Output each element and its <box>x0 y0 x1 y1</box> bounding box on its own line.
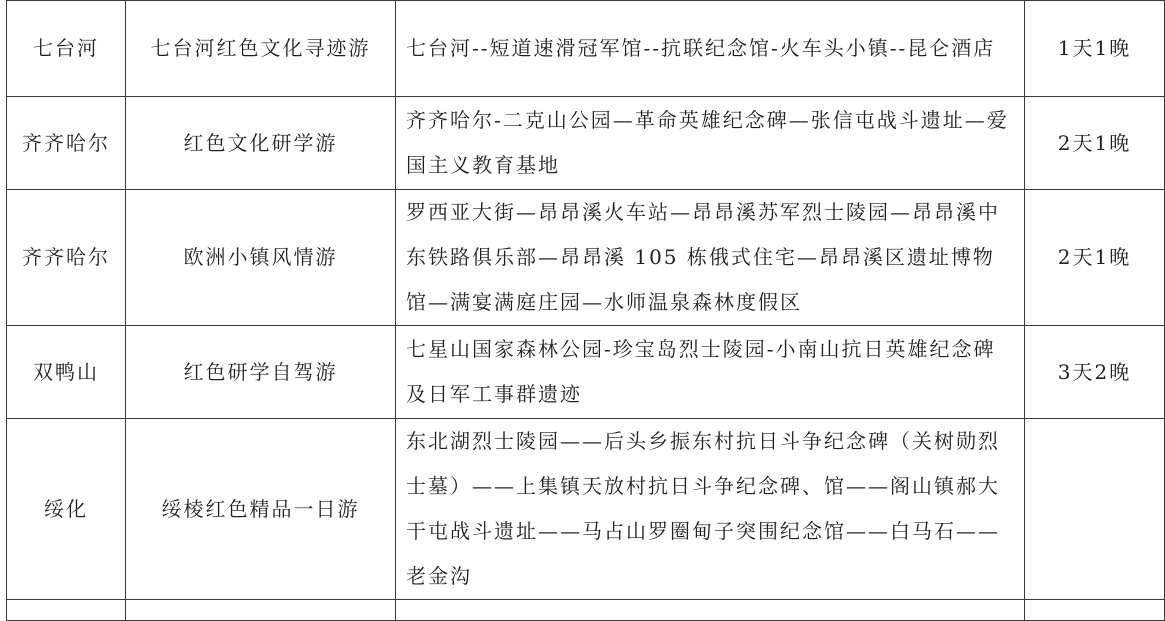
table-row <box>7 97 1165 190</box>
table-row <box>7 1 1165 97</box>
city-cell: 绥化 <box>7 419 126 600</box>
route-name-cell: 绥棱红色精品一日游 <box>126 419 396 600</box>
route-name-cell: 红色文化研学游 <box>126 97 396 190</box>
route-name-cell: 欧洲小镇风情游 <box>126 190 396 326</box>
itinerary-cell: 七台河--短道速滑冠军馆--抗联纪念馆-火车头小镇--昆仑酒店 <box>396 1 1025 97</box>
duration-cell: 2天1晚 <box>1025 97 1165 190</box>
itinerary-cell: 齐齐哈尔-二克山公园—革命英雄纪念碑—张信屯战斗遗址—爱国主义教育基地 <box>396 97 1025 190</box>
itinerary-cell: 东北湖烈士陵园——后头乡振东村抗日斗争纪念碑（关树勋烈士墓）——上集镇天放村抗日斗争纪念碑、馆——阁山镇郝大干屯战斗遗址——马占山罗圈甸子突围纪念馆——白马石——老金沟 <box>396 419 1025 600</box>
itinerary-cell: 罗西亚大街—昂昂溪火车站—昂昂溪苏军烈士陵园—昂昂溪中东铁路俱乐部—昂昂溪 105 栋俄式住宅—昂昂溪区遗址博物馆—满宴满庭庄园—水师温泉森林度假区 <box>396 190 1025 326</box>
duration-cell: 2天1晚 <box>1025 190 1165 326</box>
tour-route-table <box>6 0 1165 621</box>
route-name-cell: 七台河红色文化寻迹游 <box>126 1 396 97</box>
city-cell: 双鸭山 <box>7 326 126 419</box>
itinerary-cell <box>396 600 1025 621</box>
tour-route-table-body <box>7 1 1165 621</box>
route-name-cell <box>126 600 396 621</box>
duration-cell: 3天2晚 <box>1025 326 1165 419</box>
tour-route-table-container <box>6 0 1132 621</box>
duration-cell: 1天1晚 <box>1025 1 1165 97</box>
table-row <box>7 190 1165 326</box>
city-cell: 齐齐哈尔 <box>7 97 126 190</box>
table-row-partial <box>7 600 1165 621</box>
table-row <box>7 326 1165 419</box>
duration-cell <box>1025 419 1165 600</box>
table-row <box>7 419 1165 600</box>
duration-cell <box>1025 600 1165 621</box>
itinerary-cell: 七星山国家森林公园-珍宝岛烈士陵园-小南山抗日英雄纪念碑及日军工事群遗迹 <box>396 326 1025 419</box>
route-name-cell: 红色研学自驾游 <box>126 326 396 419</box>
city-cell <box>7 600 126 621</box>
city-cell: 七台河 <box>7 1 126 97</box>
city-cell: 齐齐哈尔 <box>7 190 126 326</box>
